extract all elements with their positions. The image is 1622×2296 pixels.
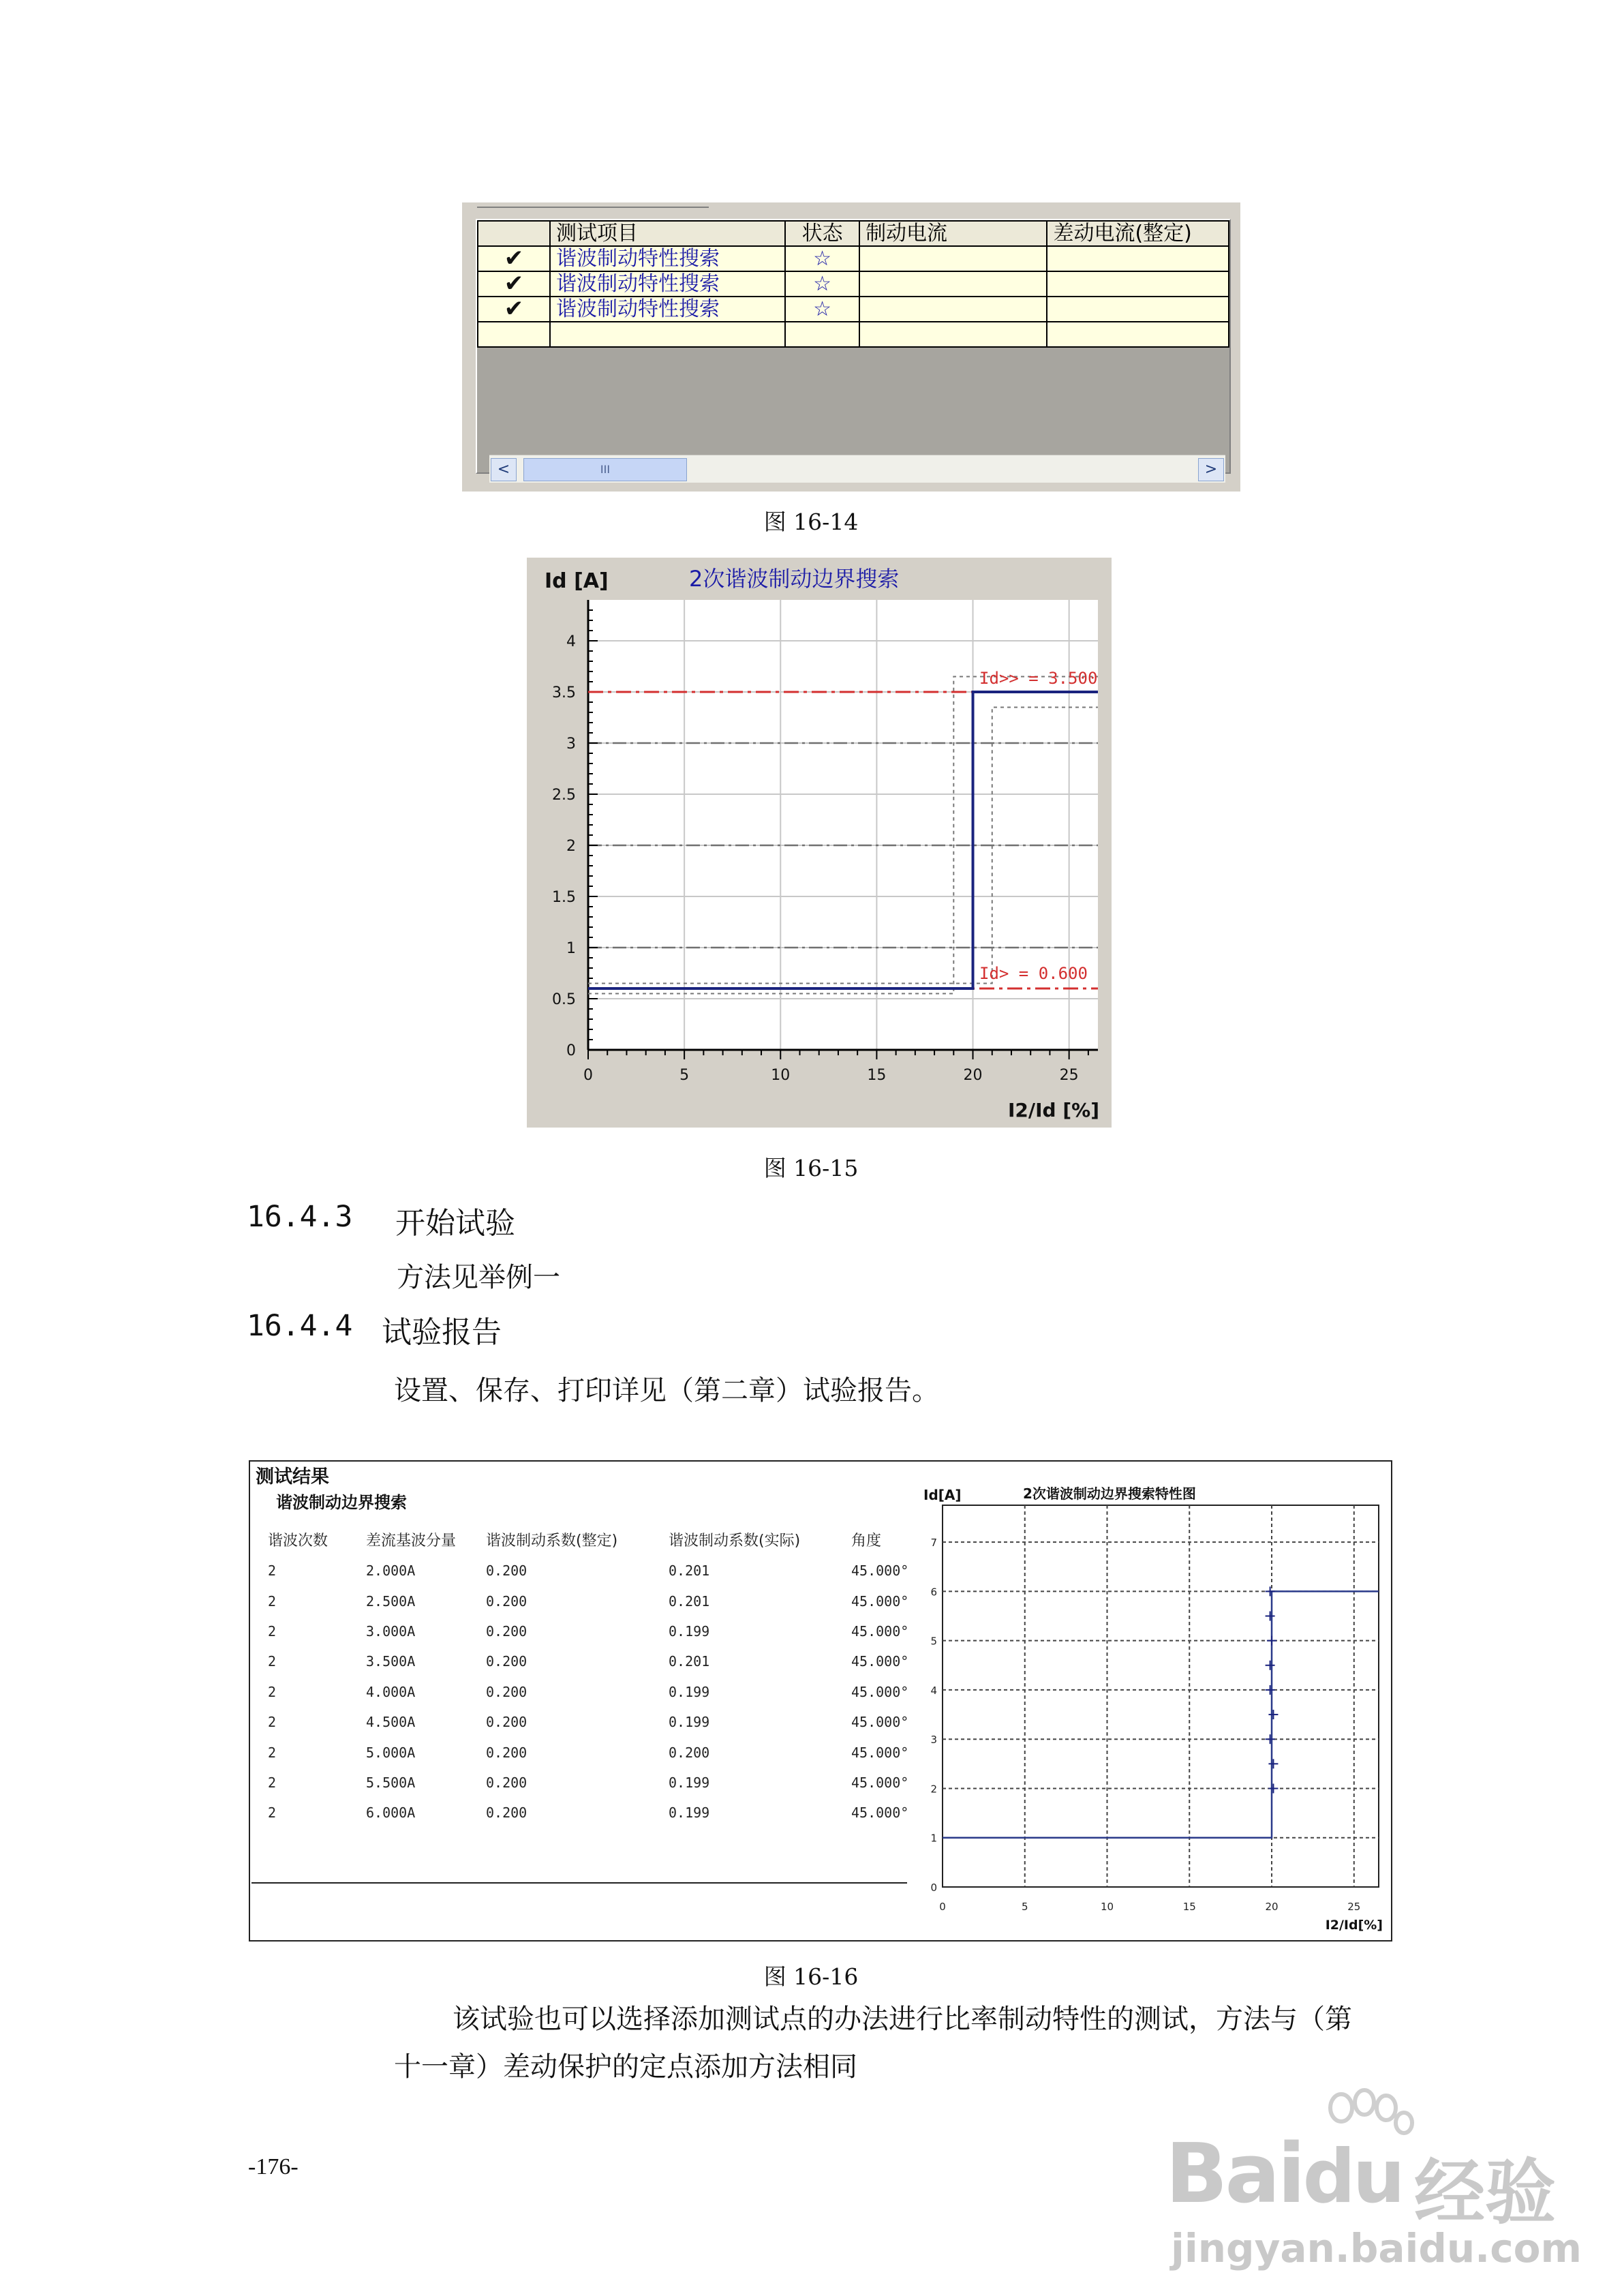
cell: 0.200 xyxy=(669,1744,710,1761)
col-coef-setting: 谐波制动系数(整定) xyxy=(486,1532,618,1550)
empty-cell xyxy=(550,322,785,347)
cell: 2 xyxy=(268,1653,277,1670)
watermark-brand: Bai xyxy=(1165,2127,1303,2222)
col-status-header[interactable]: 状态 xyxy=(785,221,859,246)
x-tick-label: 0 xyxy=(939,1901,946,1913)
y-tick-label: 2.5 xyxy=(552,787,576,804)
figure-caption-16-15: 图 16-15 xyxy=(763,1155,859,1181)
cell: 2 xyxy=(268,1804,277,1822)
table-row xyxy=(268,1798,926,1828)
row-item-name[interactable]: 谐波制动特性搜索 xyxy=(550,271,785,297)
cell: 45.000° xyxy=(851,1774,909,1791)
cell: 0.199 xyxy=(669,1804,710,1822)
table-row[interactable] xyxy=(478,297,1229,322)
y-tick-label: 3 xyxy=(566,736,576,753)
section-body-method: 方法见举例一 xyxy=(397,1262,560,1293)
cell: 0.200 xyxy=(486,1653,527,1670)
baidu-jingyan-watermark xyxy=(1124,2079,1615,2284)
x-axis-label: I2/Id [%] xyxy=(1008,1099,1099,1121)
watermark-brand2: du xyxy=(1302,2134,1403,2220)
col-restraint-current-header[interactable]: 制动电流 xyxy=(859,221,1047,246)
section-title-start-test: 开始试验 xyxy=(395,1206,515,1241)
y-tick-label: 0.5 xyxy=(552,991,576,1008)
col-item-header[interactable]: 测试项目 xyxy=(550,221,785,246)
y-tick-label: 4 xyxy=(930,1684,937,1697)
cell: 0.200 xyxy=(486,1562,527,1580)
x-tick-label: 25 xyxy=(1347,1901,1361,1913)
empty-cell xyxy=(859,322,1047,347)
y-tick-label: 1 xyxy=(566,940,576,957)
col-angle: 角度 xyxy=(851,1532,882,1550)
cell: 45.000° xyxy=(851,1804,909,1822)
table-row xyxy=(268,1586,926,1616)
result-table xyxy=(268,1523,926,1828)
y-axis-label: Id[A] xyxy=(923,1487,962,1503)
cell: 45.000° xyxy=(851,1622,909,1640)
cell: 0.200 xyxy=(486,1804,527,1822)
row-item-name[interactable]: 谐波制动特性搜索 xyxy=(550,246,785,271)
cell: 4.000A xyxy=(366,1683,416,1700)
row-check-icon[interactable]: ✔ xyxy=(478,246,550,271)
cell: 2 xyxy=(268,1714,277,1731)
row-check-icon[interactable]: ✔ xyxy=(478,297,550,322)
closing-paragraph-line2: 十一章）差动保护的定点添加方法相同 xyxy=(394,2051,857,2083)
cell: 0.199 xyxy=(669,1774,710,1791)
watermark-product: 经验 xyxy=(1414,2151,1557,2234)
table-row xyxy=(268,1707,926,1737)
result-header-row xyxy=(268,1523,926,1556)
row-restraint-current xyxy=(859,297,1047,322)
section-body-report: 设置、保存、打印详见（第二章）试验报告。 xyxy=(394,1375,939,1406)
col-check-header[interactable] xyxy=(478,221,550,246)
x-axis-label: I2/Id[%] xyxy=(1325,1918,1383,1933)
cell: 0.201 xyxy=(669,1592,710,1610)
row-status-star-icon: ☆ xyxy=(785,246,859,271)
table-row xyxy=(268,1677,926,1707)
cell: 0.200 xyxy=(486,1744,527,1761)
col-diff-current-header[interactable]: 差动电流(整定) xyxy=(1047,221,1229,246)
test-result-report xyxy=(249,1460,1392,1942)
empty-cell xyxy=(785,322,859,347)
figure-caption-16-14: 图 16-14 xyxy=(763,509,859,535)
cell: 0.201 xyxy=(669,1562,710,1580)
cell: 6.000A xyxy=(366,1804,416,1822)
x-tick-label: 0 xyxy=(583,1067,593,1084)
y-tick-label: 6 xyxy=(930,1586,937,1599)
row-item-name[interactable]: 谐波制动特性搜索 xyxy=(550,297,785,322)
y-tick-label: 2 xyxy=(566,838,576,855)
section-number-16-4-4: 16.4.4 xyxy=(247,1309,353,1343)
cell: 0.200 xyxy=(486,1714,527,1731)
table-row xyxy=(268,1556,926,1586)
row-diff-current xyxy=(1047,297,1229,322)
x-tick-label: 20 xyxy=(963,1067,983,1084)
x-tick-label: 10 xyxy=(771,1067,791,1084)
cell: 2.500A xyxy=(366,1592,416,1610)
boundary-characteristic-chart xyxy=(923,1475,1387,1936)
section-title-test-report: 试验报告 xyxy=(382,1315,502,1350)
cell: 2 xyxy=(268,1592,277,1610)
cell: 0.199 xyxy=(669,1714,710,1731)
empty-cell xyxy=(478,322,550,347)
scroll-left-button[interactable]: < xyxy=(491,458,517,481)
cell: 2 xyxy=(268,1562,277,1580)
report-subtitle: 谐波制动边界搜索 xyxy=(276,1493,407,1512)
x-tick-label: 10 xyxy=(1100,1901,1114,1913)
table-row[interactable] xyxy=(478,271,1229,297)
row-status-star-icon: ☆ xyxy=(785,297,859,322)
table-bottom-rule xyxy=(251,1882,907,1884)
section-number-16-4-3: 16.4.3 xyxy=(247,1200,353,1234)
table-row xyxy=(268,1737,926,1767)
cell: 0.200 xyxy=(486,1592,527,1610)
x-tick-label: 15 xyxy=(1182,1901,1196,1913)
cell: 2 xyxy=(268,1683,277,1700)
closing-paragraph-line1: 该试验也可以选择添加测试点的办法进行比率制动特性的测试，方法与（第 xyxy=(453,2004,1352,2035)
row-check-icon[interactable]: ✔ xyxy=(478,271,550,297)
cell: 2.000A xyxy=(366,1562,416,1580)
chart-title: 2次谐波制动边界搜索 xyxy=(689,566,900,592)
table-row xyxy=(268,1768,926,1798)
x-tick-label: 15 xyxy=(867,1067,887,1084)
scroll-thumb[interactable]: III xyxy=(523,458,687,481)
threshold-label: Id> = 0.600 xyxy=(979,964,1088,983)
y-tick-label: 1 xyxy=(930,1832,937,1845)
col-coef-actual: 谐波制动系数(实际) xyxy=(669,1532,801,1550)
y-tick-label: 0 xyxy=(566,1042,576,1059)
y-tick-label: 1.5 xyxy=(552,889,576,906)
cell: 0.201 xyxy=(669,1653,710,1670)
table-row xyxy=(268,1616,926,1646)
row-restraint-current xyxy=(859,271,1047,297)
y-axis-label: Id [A] xyxy=(545,569,609,593)
chart-title: 2次谐波制动边界搜索特性图 xyxy=(1023,1485,1196,1502)
plot-frame xyxy=(943,1505,1379,1887)
table-row[interactable] xyxy=(478,246,1229,271)
cell: 45.000° xyxy=(851,1653,909,1670)
cell: 0.200 xyxy=(486,1622,527,1640)
col-harmonic-order: 谐波次数 xyxy=(268,1532,328,1550)
cell: 0.199 xyxy=(669,1683,710,1700)
cell: 2 xyxy=(268,1774,277,1791)
cell: 45.000° xyxy=(851,1562,909,1580)
cell: 0.200 xyxy=(486,1774,527,1791)
tab-strip-edge xyxy=(477,202,709,208)
row-status-star-icon: ☆ xyxy=(785,271,859,297)
cell: 45.000° xyxy=(851,1744,909,1761)
empty-cell xyxy=(1047,322,1229,347)
harmonic-boundary-chart-window xyxy=(527,558,1112,1128)
page-number: -176- xyxy=(248,2154,299,2179)
table-header-row xyxy=(478,221,1229,246)
cell: 5.500A xyxy=(366,1774,416,1791)
y-tick-label: 0 xyxy=(930,1882,937,1894)
cell: 4.500A xyxy=(366,1714,416,1731)
harmonic-boundary-chart xyxy=(527,558,1112,1128)
y-tick-label: 3 xyxy=(930,1734,937,1747)
cell: 45.000° xyxy=(851,1592,909,1610)
row-restraint-current xyxy=(859,246,1047,271)
cell: 5.000A xyxy=(366,1744,416,1761)
watermark-url: jingyan.baidu.com xyxy=(1171,2225,1582,2271)
cell: 0.199 xyxy=(669,1622,710,1640)
x-tick-label: 25 xyxy=(1059,1067,1079,1084)
horizontal-scrollbar[interactable] xyxy=(489,455,1225,483)
col-fundamental-diff: 差流基波分量 xyxy=(366,1532,457,1550)
cell: 3.000A xyxy=(366,1622,416,1640)
row-diff-current xyxy=(1047,271,1229,297)
y-tick-label: 4 xyxy=(566,633,576,650)
x-tick-label: 20 xyxy=(1265,1901,1279,1913)
test-items-grid xyxy=(476,219,1231,478)
y-tick-label: 2 xyxy=(930,1783,937,1796)
cell: 2 xyxy=(268,1744,277,1761)
cell: 3.500A xyxy=(366,1653,416,1670)
row-diff-current xyxy=(1047,246,1229,271)
report-title: 测试结果 xyxy=(256,1466,329,1487)
cell: 45.000° xyxy=(851,1683,909,1700)
table-row xyxy=(268,1646,926,1676)
cell: 45.000° xyxy=(851,1714,909,1731)
x-tick-label: 5 xyxy=(679,1067,690,1084)
y-tick-label: 3.5 xyxy=(552,684,576,701)
scroll-right-button[interactable]: > xyxy=(1198,458,1224,481)
y-tick-label: 5 xyxy=(930,1635,937,1648)
test-items-window xyxy=(462,202,1240,492)
threshold-label: Id>> = 3.500 xyxy=(979,669,1098,688)
x-tick-label: 5 xyxy=(1021,1901,1028,1913)
figure-caption-16-16: 图 16-16 xyxy=(763,1963,859,1990)
test-items-table xyxy=(477,220,1229,348)
table-row-empty[interactable] xyxy=(478,322,1229,347)
cell: 0.200 xyxy=(486,1683,527,1700)
cell: 2 xyxy=(268,1622,277,1640)
y-tick-label: 7 xyxy=(930,1537,937,1550)
